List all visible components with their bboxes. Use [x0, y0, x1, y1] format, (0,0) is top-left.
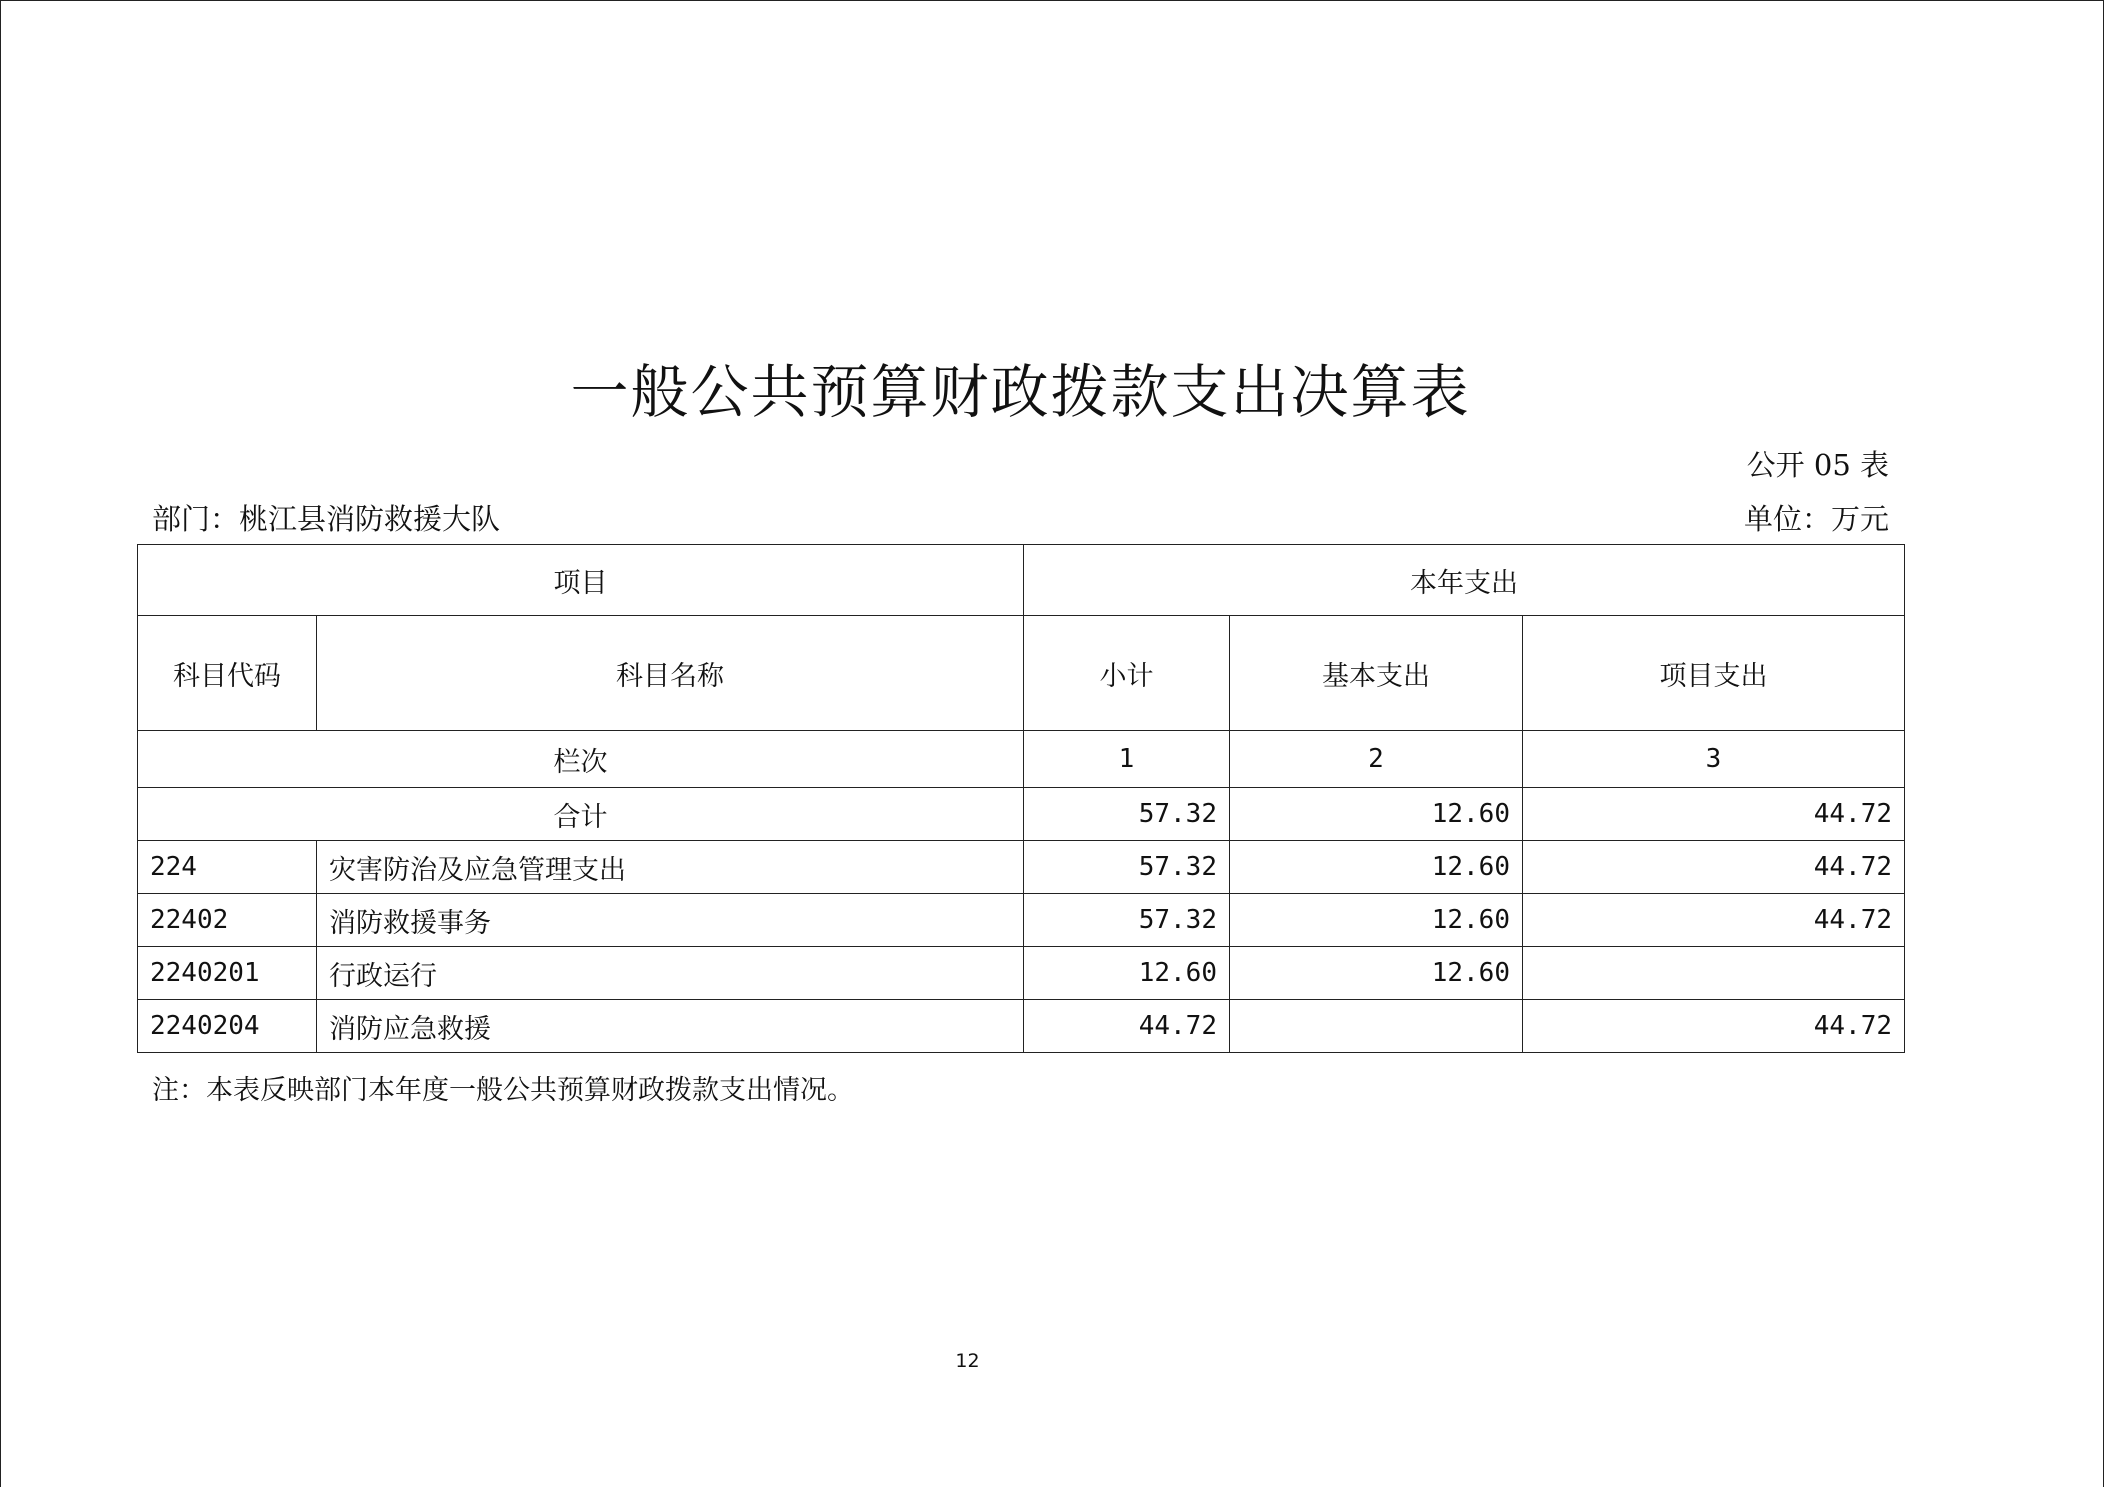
row-code: 2240204 — [138, 1000, 317, 1053]
page-title: 一般公共预算财政拨款支出决算表 — [570, 358, 1471, 426]
header-name: 科目名称 — [317, 616, 1024, 731]
table-row — [138, 947, 1905, 1000]
total-label: 合计 — [138, 788, 1024, 841]
row-name: 消防救援事务 — [317, 894, 1024, 947]
unit-label: 单位：万元 — [1743, 502, 1889, 536]
row-subtotal: 57.32 — [1024, 841, 1230, 894]
total-basic: 12.60 — [1230, 788, 1523, 841]
row-project — [1523, 947, 1905, 1000]
column-index-3: 3 — [1523, 731, 1905, 788]
table-row — [138, 1000, 1905, 1053]
row-basic: 12.60 — [1230, 894, 1523, 947]
row-subtotal: 57.32 — [1024, 894, 1230, 947]
header-basic: 基本支出 — [1230, 616, 1523, 731]
row-subtotal: 12.60 — [1024, 947, 1230, 1000]
form-number: 公开 05 表 — [1746, 448, 1889, 482]
row-code: 22402 — [138, 894, 317, 947]
row-name: 行政运行 — [317, 947, 1024, 1000]
table-row — [138, 894, 1905, 947]
header-row-1 — [138, 545, 1905, 616]
column-index-1: 1 — [1024, 731, 1230, 788]
row-subtotal: 44.72 — [1024, 1000, 1230, 1053]
column-index-row — [138, 731, 1905, 788]
expenditure-table — [137, 544, 1905, 1053]
column-index-2: 2 — [1230, 731, 1523, 788]
row-basic: 12.60 — [1230, 841, 1523, 894]
header-row-2 — [138, 616, 1905, 731]
total-row — [138, 788, 1905, 841]
page-number: 12 — [955, 1350, 980, 1372]
row-code: 224 — [138, 841, 317, 894]
table-note: 注：本表反映部门本年度一般公共预算财政拨款支出情况。 — [152, 1075, 854, 1106]
row-project: 44.72 — [1523, 841, 1905, 894]
table-row — [138, 841, 1905, 894]
row-project: 44.72 — [1523, 894, 1905, 947]
header-current-year: 本年支出 — [1024, 545, 1905, 616]
column-index-label: 栏次 — [138, 731, 1024, 788]
row-project: 44.72 — [1523, 1000, 1905, 1053]
header-code: 科目代码 — [138, 616, 317, 731]
row-basic — [1230, 1000, 1523, 1053]
total-project: 44.72 — [1523, 788, 1905, 841]
row-name: 灾害防治及应急管理支出 — [317, 841, 1024, 894]
total-subtotal: 57.32 — [1024, 788, 1230, 841]
row-basic: 12.60 — [1230, 947, 1523, 1000]
header-project: 项目 — [138, 545, 1024, 616]
department-label: 部门：桃江县消防救援大队 — [152, 502, 501, 536]
header-subtotal: 小计 — [1024, 616, 1230, 731]
row-code: 2240201 — [138, 947, 317, 1000]
row-name: 消防应急救援 — [317, 1000, 1024, 1053]
header-project-expense: 项目支出 — [1523, 616, 1905, 731]
